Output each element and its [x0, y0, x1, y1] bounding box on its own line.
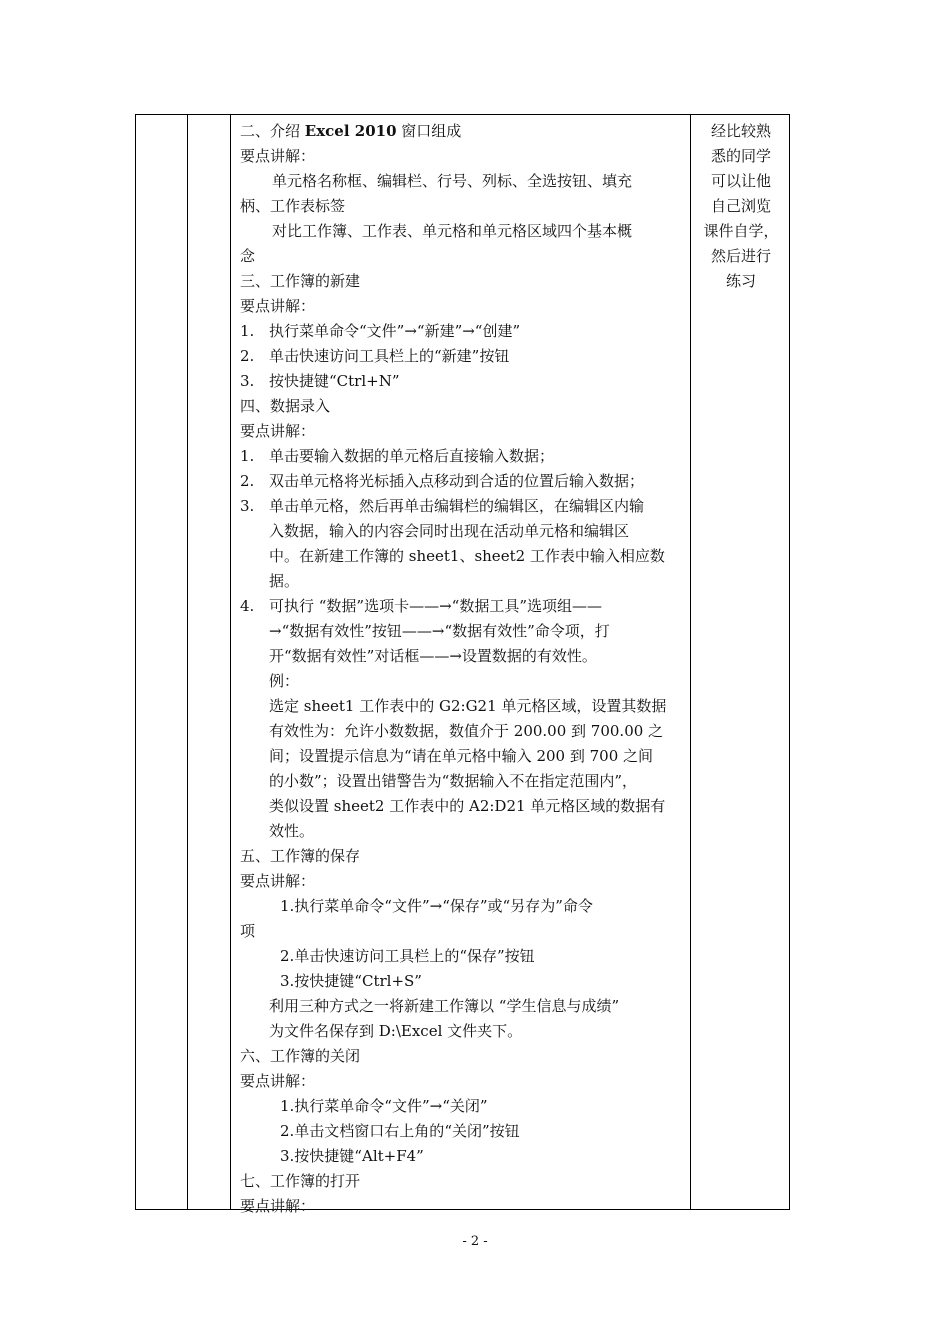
note-line: 可以让他	[710, 172, 771, 190]
list-item: 1.执行菜单命令“文件”→“关闭”	[280, 1097, 488, 1115]
list-item: 3.按快捷键“Alt+F4”	[280, 1147, 424, 1165]
list-item: 2. 双击单元格将光标插入点移动到合适的位置后输入数据；	[240, 472, 645, 490]
note-line: 课件自学，	[703, 222, 779, 240]
teaching-note	[698, 119, 784, 294]
key-points-label: 要点讲解：	[240, 147, 316, 165]
list-item: 2. 单击快速访问工具栏上的“新建”按钮	[240, 347, 510, 365]
paragraph-line: 念	[240, 247, 256, 265]
section-title: 三、工作簿的新建	[240, 272, 361, 290]
example-line: 选定 sheet1 工作表中的 G2:G21 单元格区域，设置其数据	[269, 697, 667, 715]
list-item-continuation: →“数据有效性”按钮——→“数据有效性”命令项，打	[269, 622, 610, 640]
paragraph-line: 为文件名保存到 D:\Excel 文件夹下。	[269, 1022, 523, 1040]
list-item: 3. 单击单元格，然后再单击编辑栏的编辑区，在编辑区内输	[240, 497, 645, 515]
note-line: 悉的同学	[710, 147, 771, 165]
section-title: 七、工作簿的打开	[240, 1172, 361, 1190]
column-divider	[187, 115, 188, 1209]
example-line: 的小数”；设置出错警告为“数据输入不在指定范围内”，	[269, 772, 638, 790]
section-title: 四、数据录入	[240, 397, 331, 415]
list-item: 2.单击快速访问工具栏上的“保存”按钮	[280, 947, 535, 965]
lesson-content	[240, 119, 682, 1219]
example-line: 效性。	[269, 822, 315, 840]
key-points-label: 要点讲解：	[240, 872, 316, 890]
lesson-table	[135, 114, 790, 1215]
note-line: 练习	[725, 272, 756, 290]
list-item-continuation: 开“数据有效性”对话框——→设置数据的有效性。	[269, 647, 597, 665]
list-item: 2.单击文档窗口右上角的“关闭”按钮	[280, 1122, 520, 1140]
list-item: 1. 单击要输入数据的单元格后直接输入数据；	[240, 447, 555, 465]
note-line: 自己浏览	[710, 197, 771, 215]
section-title: 五、工作簿的保存	[240, 847, 361, 865]
key-points-label: 要点讲解：	[240, 297, 316, 315]
list-item: 1. 执行菜单命令“文件”→“新建”→“创建”	[240, 322, 521, 340]
paragraph-line: 柄、工作表标签	[240, 197, 346, 215]
key-points-label: 要点讲解：	[240, 1072, 316, 1090]
example-line: 类似设置 sheet2 工作表中的 A2:D21 单元格区域的数据有	[269, 797, 666, 815]
paragraph-line: 利用三种方式之一将新建工作簿以 “学生信息与成绩”	[269, 997, 620, 1015]
page-number: - 2 -	[462, 1234, 488, 1249]
key-points-label: 要点讲解：	[240, 1197, 316, 1215]
example-line: 间；设置提示信息为“请在单元格中输入 200 到 700 之间	[269, 747, 654, 765]
note-line: 然后进行	[710, 247, 771, 265]
example-label: 例：	[269, 672, 300, 690]
section-title: 六、工作簿的关闭	[240, 1047, 361, 1065]
list-item-continuation: 中。在新建工作簿的 sheet1、sheet2 工作表中输入相应数	[269, 547, 665, 565]
note-line: 经比较熟	[710, 122, 771, 140]
paragraph-line: 对比工作簿、工作表、单元格和单元格区域四个基本概	[272, 222, 633, 240]
list-item: 4. 可执行 “数据”选项卡——→“数据工具”选项组——	[240, 597, 603, 615]
list-item-continuation: 项	[240, 922, 256, 940]
list-item: 1.执行菜单命令“文件”→“保存”或“另存为”命令	[280, 897, 593, 915]
example-line: 有效性为：允许小数数据，数值介于 200.00 到 700.00 之	[269, 722, 664, 740]
section-title: 二、介绍 Excel 2010 窗口组成	[240, 122, 462, 140]
list-item: 3.按快捷键“Ctrl+S”	[280, 972, 422, 990]
list-item: 3. 按快捷键“Ctrl+N”	[240, 372, 400, 390]
list-item-continuation: 据。	[269, 572, 300, 590]
paragraph-line: 单元格名称框、编辑栏、行号、列标、全选按钮、填充	[272, 172, 633, 190]
list-item-continuation: 入数据，输入的内容会同时出现在活动单元格和编辑区	[269, 522, 630, 540]
column-divider	[230, 115, 231, 1209]
column-divider	[690, 115, 691, 1209]
key-points-label: 要点讲解：	[240, 422, 316, 440]
